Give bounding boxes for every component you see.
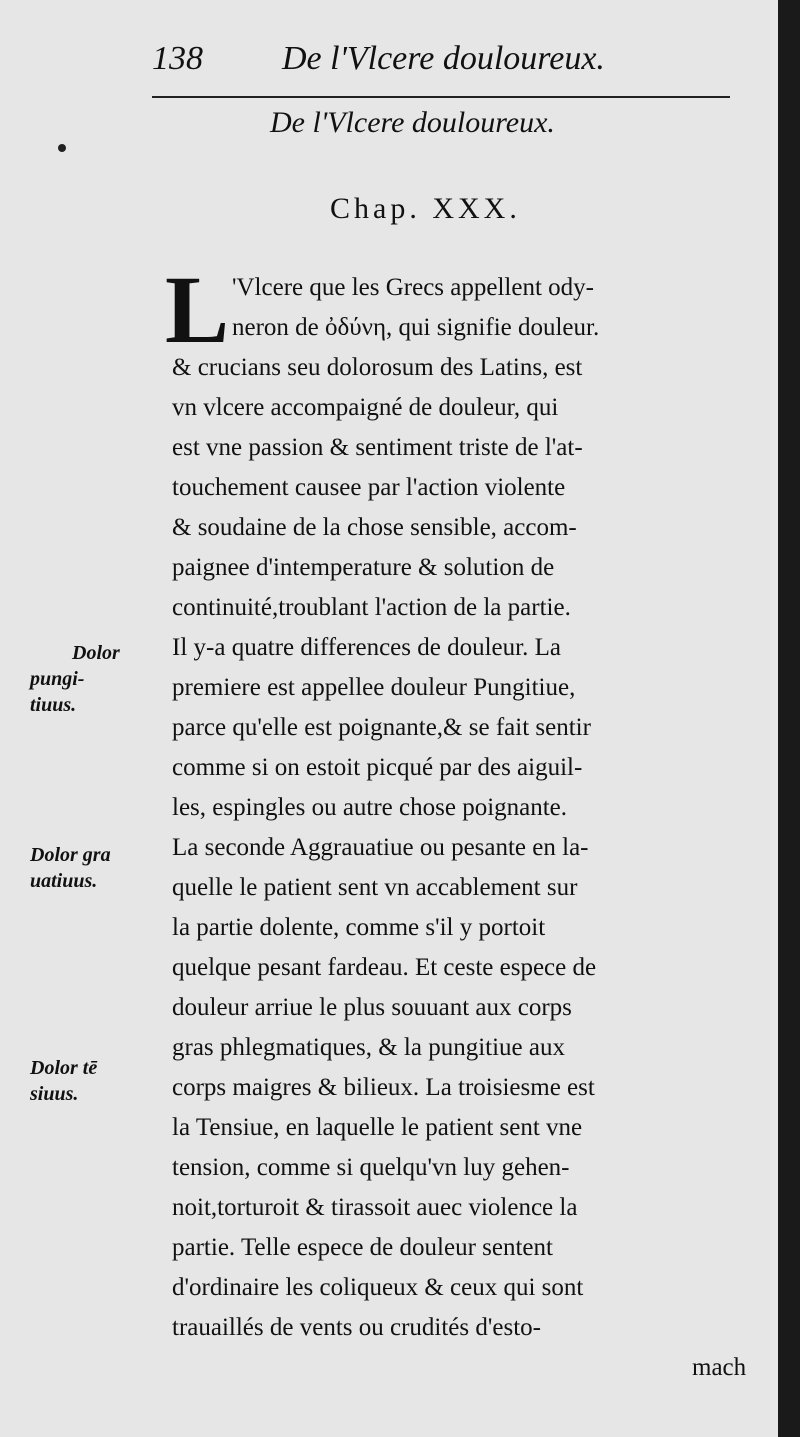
margin-line: Dolor bbox=[72, 642, 120, 664]
drop-cap: L bbox=[165, 256, 230, 363]
text-line-13: comme si on estoit picqué par des aiguil- bbox=[172, 754, 583, 781]
text-line-2: neron de ὀδύνη, qui signifie douleur. bbox=[232, 314, 600, 341]
text-line-10: Il y-a quatre differences de douleur. La bbox=[172, 634, 561, 661]
text-line-5: est vne passion & sentiment triste de l'at- bbox=[172, 434, 583, 461]
chapter-title: Chap. XXX. bbox=[330, 192, 521, 225]
margin-line: tiuus. bbox=[30, 694, 77, 716]
text-line-7: & soudaine de la chose sensible, accom- bbox=[172, 514, 577, 541]
header-rule bbox=[152, 96, 730, 98]
ink-dot bbox=[58, 144, 66, 152]
text-line-8: paignee d'intemperature & solution de bbox=[172, 554, 555, 581]
text-line-14: les, espingles ou autre chose poignante. bbox=[172, 794, 568, 821]
text-line-20: gras phlegmatiques, & la pungitiue aux bbox=[172, 1034, 565, 1061]
margin-line: Dolor tē bbox=[30, 1057, 98, 1079]
text-line-27: trauaillés de vents ou crudités d'esto- bbox=[172, 1314, 541, 1341]
section-heading: De l'Vlcere douloureux. bbox=[270, 106, 555, 139]
text-line-4: vn vlcere accompaigné de douleur, qui bbox=[172, 394, 559, 421]
text-line-18: quelque pesant fardeau. Et ceste espece de bbox=[172, 954, 597, 981]
text-line-1: 'Vlcere que les Grecs appellent ody- bbox=[232, 274, 594, 301]
text-line-19: douleur arriue le plus souuant aux corps bbox=[172, 994, 572, 1021]
running-title: De l'Vlcere douloureux. bbox=[282, 40, 605, 77]
book-edge-shadow bbox=[778, 0, 800, 1437]
text-line-24: noit,torturoit & tirassoit auec violence la bbox=[172, 1194, 578, 1221]
text-line-15: La seconde Aggrauatiue ou pesante en la- bbox=[172, 834, 589, 861]
margin-note-pungitive bbox=[30, 640, 120, 718]
margin-note-tensive bbox=[30, 1055, 97, 1107]
text-line-26: d'ordinaire les coliqueux & ceux qui sont bbox=[172, 1274, 584, 1301]
margin-note-aggravative bbox=[30, 842, 111, 894]
margin-line: Dolor gra bbox=[30, 844, 111, 866]
text-line-11: premiere est appellee douleur Pungitiue, bbox=[172, 674, 576, 701]
text-line-16: quelle le patient sent vn accablement sur bbox=[172, 874, 578, 901]
text-line-22: la Tensiue, en laquelle le patient sent vne bbox=[172, 1114, 583, 1141]
text-line-6: touchement causee par l'action violente bbox=[172, 474, 566, 501]
margin-line: pungi- bbox=[30, 668, 85, 690]
text-line-21: corps maigres & bilieux. La troisiesme est bbox=[172, 1074, 595, 1101]
text-line-23: tension, comme si quelqu'vn luy gehen- bbox=[172, 1154, 570, 1181]
text-line-28: mach bbox=[692, 1354, 747, 1381]
running-head bbox=[150, 36, 730, 88]
text-line-25: partie. Telle espece de douleur sentent bbox=[172, 1234, 553, 1261]
text-line-3: & crucians seu dolorosum des Latins, est bbox=[172, 354, 583, 381]
text-line-17: la partie dolente, comme s'il y portoit bbox=[172, 914, 546, 941]
margin-line: siuus. bbox=[30, 1083, 79, 1105]
text-line-9: continuité,troublant l'action de la partie. bbox=[172, 594, 571, 621]
margin-line: uatiuus. bbox=[30, 870, 98, 892]
text-line-12: parce qu'elle est poignante,& se fait sentir bbox=[172, 714, 591, 741]
page-number: 138 bbox=[152, 40, 203, 77]
